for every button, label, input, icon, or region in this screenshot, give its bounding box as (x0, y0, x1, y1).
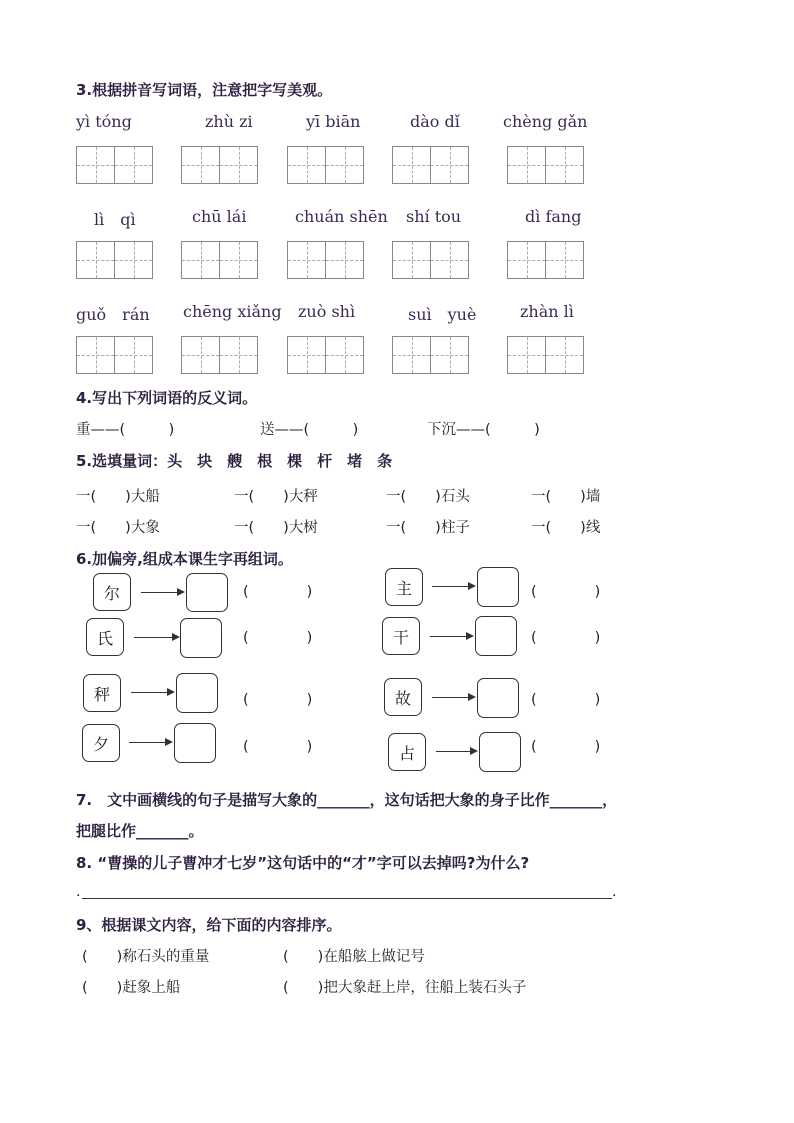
measure-word-item[interactable]: 一( )大象 (76, 520, 160, 536)
answer-char-box[interactable] (475, 616, 517, 656)
writing-grid[interactable] (287, 146, 364, 184)
answer-char-box[interactable] (186, 573, 228, 612)
radical-char-box: 秤 (83, 674, 121, 712)
radical-char-box: 尔 (93, 573, 131, 611)
writing-grid[interactable] (76, 146, 153, 184)
arrow-icon (131, 692, 173, 693)
arrow-icon (432, 586, 474, 587)
arrow-icon (432, 697, 474, 698)
pinyin-label: dào dǐ (410, 112, 460, 131)
q5-heading: 5.选填量词：头 块 艘 根 棵 杆 堵 条 (76, 452, 393, 470)
writing-grid[interactable] (392, 336, 469, 374)
writing-grid[interactable] (507, 336, 584, 374)
word-paren[interactable]: ( ) (531, 739, 601, 755)
arrow-icon (436, 751, 476, 752)
radical-char-box: 氏 (86, 618, 124, 656)
pinyin-label: zhù zi (205, 112, 253, 131)
q9-heading: 9、根据课文内容，给下面的内容排序。 (76, 916, 342, 934)
answer-char-box[interactable] (477, 567, 519, 607)
pinyin-label: chū lái (192, 207, 247, 226)
arrow-icon (430, 636, 472, 637)
word-paren[interactable]: ( ) (243, 630, 313, 646)
writing-grid[interactable] (76, 241, 153, 279)
answer-char-box[interactable] (176, 673, 218, 713)
radical-char-box: 干 (382, 617, 420, 655)
ordering-item[interactable]: ( )赶象上船 (82, 980, 181, 996)
answer-line-end: . (612, 884, 617, 900)
arrow-icon (141, 592, 183, 593)
writing-grid[interactable] (287, 241, 364, 279)
arrow-icon (129, 742, 171, 743)
antonym-item[interactable]: 送——( ) (260, 422, 359, 438)
q7-line-2: 把腿比作_______。 (76, 822, 204, 840)
pinyin-label: zhàn lì (520, 302, 574, 321)
ordering-item[interactable]: ( )把大象赶上岸，往船上装石头子 (283, 980, 527, 996)
answer-char-box[interactable] (479, 732, 521, 772)
pinyin-label: yì tóng (76, 112, 132, 131)
answer-char-box[interactable] (180, 618, 222, 658)
writing-grid[interactable] (287, 336, 364, 374)
writing-grid[interactable] (181, 336, 258, 374)
q3-heading: 3.根据拼音写词语，注意把字写美观。 (76, 81, 333, 99)
word-paren[interactable]: ( ) (531, 584, 601, 600)
word-paren[interactable]: ( ) (243, 692, 313, 708)
writing-grid[interactable] (76, 336, 153, 374)
pinyin-label: shí tou (406, 207, 462, 226)
measure-word-item[interactable]: 一( )大船 (76, 489, 160, 505)
q8-question: 8. “曹操的儿子曹冲才七岁”这句话中的“才”字可以去掉吗?为什么? (76, 854, 530, 872)
answer-line-lead: . (76, 884, 81, 900)
word-paren[interactable]: ( ) (243, 739, 313, 755)
q4-heading: 4.写出下列词语的反义词。 (76, 389, 258, 407)
radical-char-box: 故 (384, 678, 422, 716)
ordering-item[interactable]: ( )称石头的重量 (82, 949, 210, 965)
measure-word-item[interactable]: 一( )墙 (531, 489, 601, 505)
writing-grid[interactable] (507, 146, 584, 184)
radical-char-box: 夕 (82, 724, 120, 762)
q7-line-1: 7. 文中画横线的句子是描写大象的_______，这句话把大象的身子比作_______， (76, 791, 618, 809)
arrow-icon (134, 637, 178, 638)
writing-grid[interactable] (392, 241, 469, 279)
measure-word-item[interactable]: 一( )柱子 (386, 520, 470, 536)
pinyin-label: chuán shēn (295, 207, 388, 226)
antonym-item[interactable]: 下沉——( ) (427, 422, 540, 438)
writing-grid[interactable] (507, 241, 584, 279)
measure-word-item[interactable]: 一( )石头 (386, 489, 470, 505)
word-paren[interactable]: ( ) (243, 584, 313, 600)
word-paren[interactable]: ( ) (531, 630, 601, 646)
measure-word-item[interactable]: 一( )大秤 (234, 489, 318, 505)
pinyin-label: chēng xiǎng (183, 302, 282, 321)
antonym-item[interactable]: 重——( ) (76, 422, 175, 438)
pinyin-label: chèng gǎn (503, 112, 588, 131)
pinyin-label: dì fang (525, 207, 582, 226)
word-paren[interactable]: ( ) (531, 692, 601, 708)
measure-word-item[interactable]: 一( )大树 (234, 520, 318, 536)
radical-char-box: 占 (388, 733, 426, 771)
pinyin-label: zuò shì (298, 302, 356, 321)
pinyin-label: guǒ rán (76, 305, 150, 324)
writing-grid[interactable] (181, 146, 258, 184)
writing-grid[interactable] (181, 241, 258, 279)
answer-line[interactable] (82, 898, 612, 899)
ordering-item[interactable]: ( )在船舷上做记号 (283, 949, 425, 965)
pinyin-label: suì yuè (408, 305, 477, 324)
writing-grid[interactable] (392, 146, 469, 184)
pinyin-label: lì qì (94, 210, 136, 229)
radical-char-box: 主 (385, 568, 423, 606)
pinyin-label: yī biān (306, 112, 361, 131)
answer-char-box[interactable] (477, 678, 519, 718)
measure-word-item[interactable]: 一( )线 (531, 520, 601, 536)
answer-char-box[interactable] (174, 723, 216, 763)
q6-heading: 6.加偏旁,组成本课生字再组词。 (76, 550, 293, 568)
